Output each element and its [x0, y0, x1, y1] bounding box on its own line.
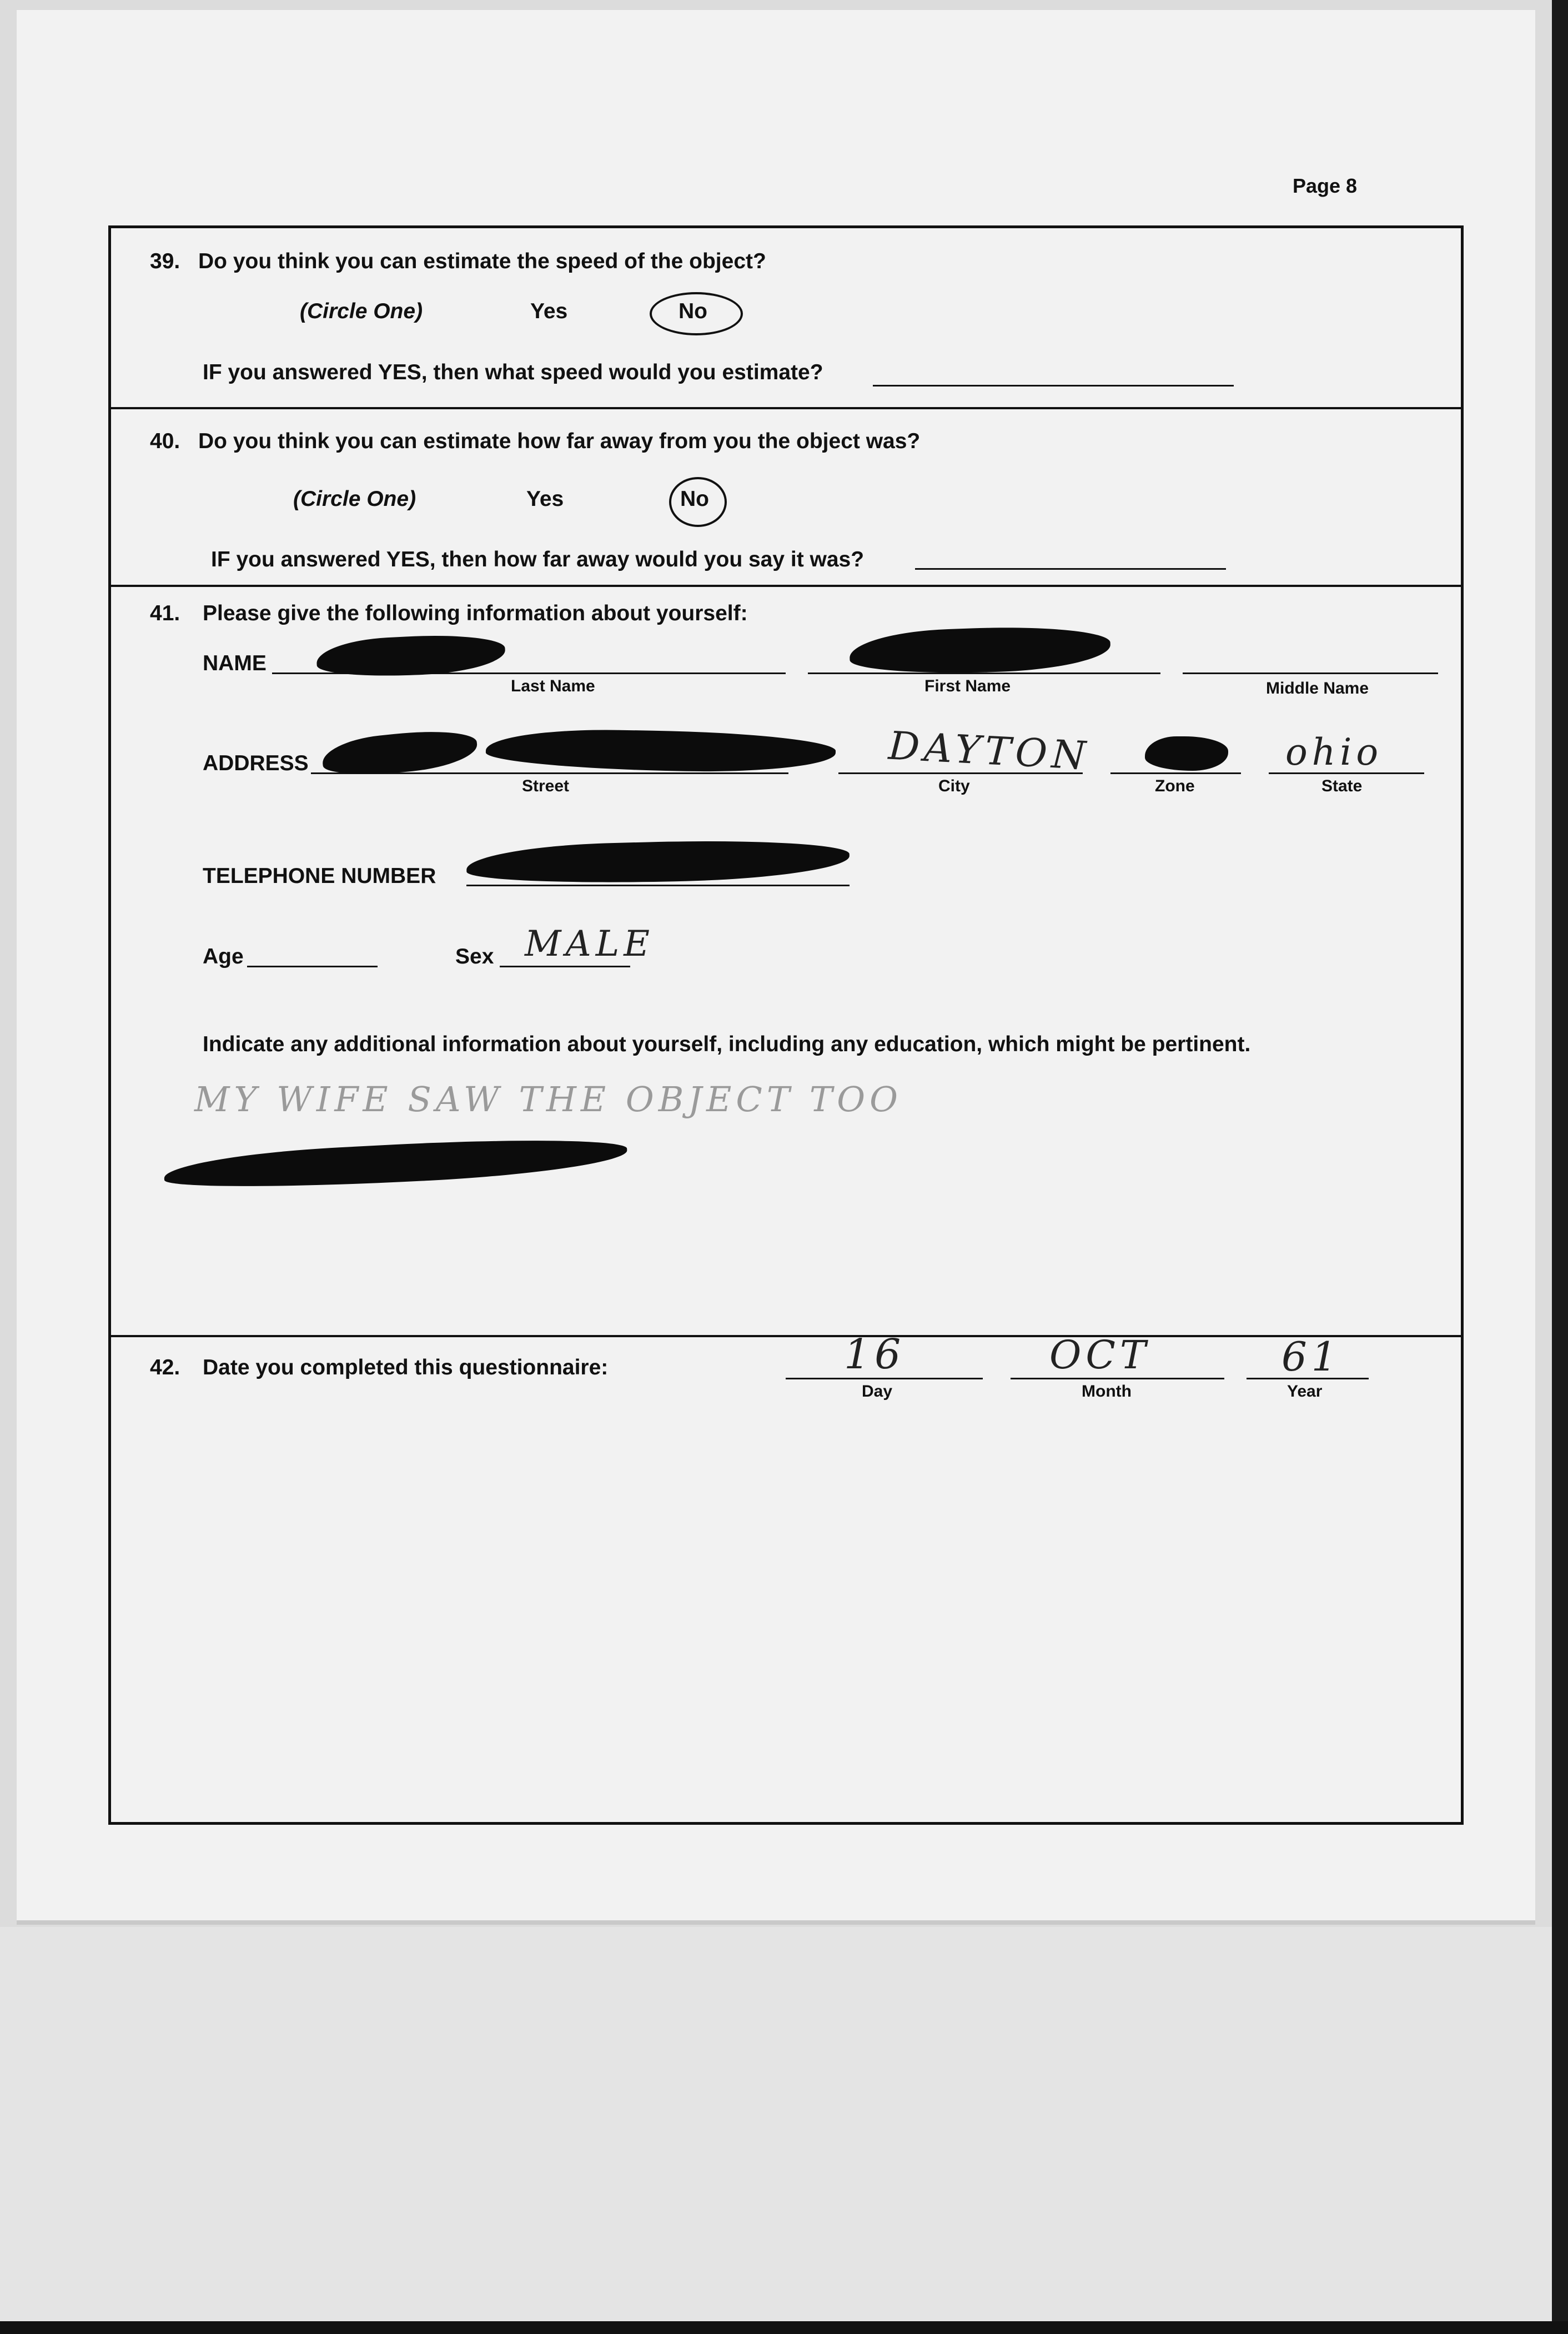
question-40-distance-field[interactable]: [915, 568, 1226, 570]
question-39-text: Do you think you can estimate the speed of the object?: [198, 249, 766, 273]
sex-field[interactable]: [500, 966, 630, 967]
address-label: ADDRESS: [203, 751, 309, 775]
year-handwriting: 61: [1281, 1333, 1341, 1380]
additional-info-handwriting: MY WIFE SAW THE OBJECT TOO: [194, 1079, 902, 1120]
sex-label: Sex: [455, 945, 494, 968]
day-handwriting: 16: [844, 1331, 906, 1378]
question-39-circle-label: (Circle One): [300, 299, 423, 323]
first-name-caption: First Name: [924, 677, 1011, 695]
question-40-followup: IF you answered YES, then how far away would you say it was?: [211, 548, 865, 571]
redaction-mark: [485, 728, 836, 774]
question-39-followup: IF you answered YES, then what speed would you estimate?: [203, 360, 823, 384]
zone-field[interactable]: [1110, 772, 1241, 774]
zone-caption: Zone: [1155, 777, 1195, 795]
redaction-mark: [163, 1132, 628, 1194]
year-caption: Year: [1287, 1382, 1323, 1401]
street-caption: Street: [522, 777, 570, 795]
month-caption: Month: [1082, 1382, 1132, 1401]
scan-border-bottom: [0, 2321, 1568, 2334]
month-handwriting: OCT: [1049, 1332, 1150, 1378]
page-number: Page 8: [1293, 174, 1358, 197]
question-42-prompt: Date you completed this questionnaire:: [203, 1356, 609, 1379]
middle-name-field[interactable]: [1183, 672, 1438, 674]
section-divider: [111, 585, 1461, 587]
first-name-field[interactable]: [808, 672, 1160, 674]
section-divider: [111, 407, 1461, 409]
last-name-caption: Last Name: [511, 677, 595, 695]
scan-border-right: [1552, 0, 1568, 2334]
middle-name-caption: Middle Name: [1266, 679, 1369, 697]
state-caption: State: [1321, 777, 1363, 795]
form-page: [17, 10, 1535, 1920]
question-40-circle-label: (Circle One): [293, 487, 416, 511]
question-42-number: 42.: [150, 1356, 180, 1379]
question-39-speed-field[interactable]: [873, 385, 1234, 387]
redaction-mark: [1145, 736, 1228, 771]
question-39-no-option[interactable]: No: [679, 299, 707, 323]
name-label: NAME: [203, 651, 267, 675]
additional-info-prompt: Indicate any additional information about yourself, including any education, which might be pertinent.: [203, 1032, 1251, 1056]
telephone-field[interactable]: [466, 885, 850, 886]
city-caption: City: [938, 777, 970, 795]
question-40-yes-option[interactable]: Yes: [526, 487, 564, 511]
state-handwriting: ohio: [1285, 731, 1383, 774]
month-field[interactable]: [1011, 1378, 1224, 1379]
question-39-number: 39.: [150, 249, 180, 273]
questionnaire-form: [108, 225, 1464, 1825]
question-41-prompt: Please give the following information about yourself:: [203, 601, 748, 625]
scan-background: [0, 1927, 1568, 2334]
question-40-no-option[interactable]: No: [680, 487, 709, 511]
age-label: Age: [203, 945, 244, 968]
question-40-number: 40.: [150, 429, 180, 453]
section-divider: [111, 1335, 1461, 1337]
question-41-number: 41.: [150, 601, 180, 625]
telephone-label: TELEPHONE NUMBER: [203, 864, 436, 888]
question-39-yes-option[interactable]: Yes: [530, 299, 568, 323]
question-40-text: Do you think you can estimate how far away from you the object was?: [198, 429, 921, 453]
age-field[interactable]: [247, 966, 378, 967]
day-caption: Day: [862, 1382, 893, 1401]
redaction-mark: [849, 624, 1112, 677]
sex-handwriting: MALE: [525, 923, 654, 965]
redaction-mark: [466, 837, 850, 887]
city-handwriting: DAYTON: [887, 722, 1092, 779]
